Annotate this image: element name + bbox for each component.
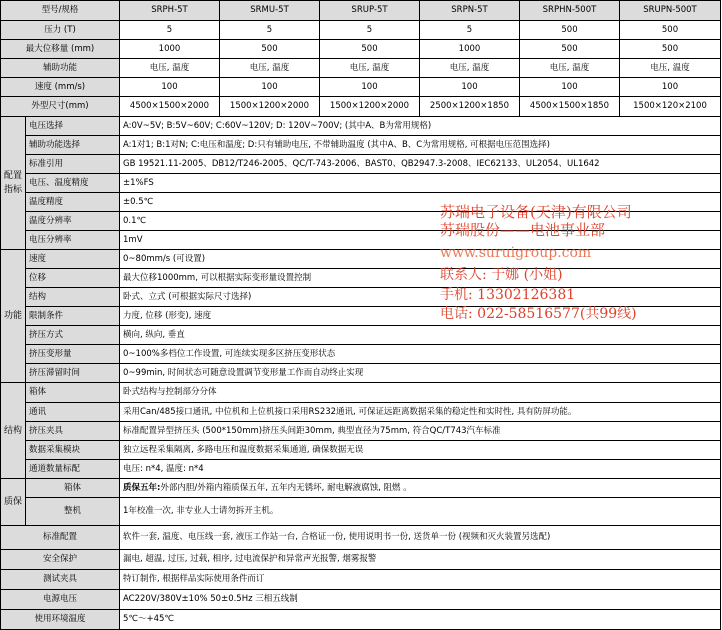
spec-cell: 500: [220, 40, 320, 59]
warranty-label: 箱体: [26, 479, 120, 498]
function-label: 限制条件: [26, 307, 120, 326]
spec-cell: 电压, 温度: [120, 59, 220, 78]
warranty-row: [1, 479, 721, 498]
spec-label: 辅助功能: [1, 59, 120, 78]
spec-label: 最大位移量 (mm): [1, 40, 120, 59]
header-col: SRPH-5T: [120, 1, 220, 21]
spec-cell: 1500×1200×2000: [320, 97, 420, 117]
config-label: 辅助功能选择: [26, 136, 120, 155]
spec-cell: 5: [220, 21, 320, 40]
spec-cell: 1500×1200×2000: [220, 97, 320, 117]
spec-cell: 5: [120, 21, 220, 40]
config-row: [1, 117, 721, 136]
warranty-bold: 质保五年:: [123, 482, 161, 493]
function-value: 0~80mm/s (可设置): [120, 250, 721, 269]
header-col: SRPN-5T: [420, 1, 520, 21]
structure-value: 独立远程采集隔离, 多路电压和温度数据采集通道, 确保数据无误: [120, 441, 721, 460]
config-row: [1, 174, 721, 193]
config-label: 电压、温度精度: [26, 174, 120, 193]
config-label: 电压分辨率: [26, 231, 120, 250]
structure-label: 通道数量标配: [26, 460, 120, 479]
header-col: SRPHN-500T: [520, 1, 620, 21]
header-col: SRUPN-500T: [620, 1, 721, 21]
config-group-label: 配置指标: [1, 117, 26, 250]
function-row: [1, 326, 721, 345]
function-label: 挤压方式: [26, 326, 120, 345]
division-overlay: 苏瑞股份——电池事业部: [440, 221, 606, 239]
warranty-group-label: 质保: [1, 479, 26, 526]
function-value: 横向, 纵向, 垂直: [120, 326, 721, 345]
function-row: [1, 364, 721, 383]
config-row: [1, 136, 721, 155]
other-label: 电源电压: [1, 590, 120, 610]
spec-cell: 2500×1200×1850: [420, 97, 520, 117]
spec-cell: 500: [620, 21, 721, 40]
config-label: 电压选择: [26, 117, 120, 136]
spec-cell: 1000: [120, 40, 220, 59]
function-row: [1, 345, 721, 364]
structure-value: 标准配置异型挤压头 (500*150mm)挤压头间距30mm, 典型直径为75mm, 符合QC/T743汽车标准: [120, 422, 721, 441]
config-label: 温度分辨率: [26, 212, 120, 231]
config-value: A:1对1; B:1对N; C:电压和温度; D:只有辅助电压, 不带辅助温度 (其中A、B、C为常用规格, 可根据电压范围选择): [120, 136, 721, 155]
function-value: 0~99min, 时间状态可随意设置调节变形量工作而自动终止实现: [120, 364, 721, 383]
config-label: 温度精度: [26, 193, 120, 212]
other-row: [1, 610, 721, 630]
spec-cell: 100: [120, 78, 220, 97]
other-label: 测试夹具: [1, 570, 120, 590]
spec-cell: 500: [320, 40, 420, 59]
structure-label: 箱体: [26, 383, 120, 403]
spec-cell: 电压, 温度: [520, 59, 620, 78]
structure-value: 电压: n*4, 温度: n*4: [120, 460, 721, 479]
config-label: 标准引用: [26, 155, 120, 174]
other-row: [1, 590, 721, 610]
spec-row: [1, 21, 721, 40]
warranty-label: 整机: [26, 498, 120, 526]
structure-group-label: 结构: [1, 383, 26, 479]
spec-cell: 100: [320, 78, 420, 97]
spec-cell: 电压, 温度: [420, 59, 520, 78]
header-col: SRUP-5T: [320, 1, 420, 21]
other-row: [1, 550, 721, 570]
function-row: [1, 269, 721, 288]
structure-value: 卧式结构与控制部分分体: [120, 383, 721, 403]
company-name-overlay: 苏瑞电子设备(天津)有限公司: [440, 203, 632, 221]
config-row: [1, 231, 721, 250]
function-label: 速度: [26, 250, 120, 269]
spec-cell: 500: [520, 21, 620, 40]
config-value: ±0.5℃: [120, 193, 721, 212]
spec-cell: 5: [420, 21, 520, 40]
spec-row: [1, 59, 721, 78]
spec-cell: 500: [620, 40, 721, 59]
structure-row: [1, 422, 721, 441]
phone-overlay: 电话: 022-58516577(共99线): [440, 306, 637, 322]
other-label: 标准配置: [1, 526, 120, 550]
spec-cell: 4500×1500×2000: [120, 97, 220, 117]
other-value: 漏电, 超温, 过压, 过载, 相序, 过电流保护和异常声光报警, 烟雾报警: [120, 550, 721, 570]
structure-row: [1, 383, 721, 403]
warranty-text: 外部内胆/外箱内箱质保五年, 五年内无锈坏, 耐电解液腐蚀, 阻燃 。: [160, 482, 412, 493]
spec-cell: 电压, 温度: [320, 59, 420, 78]
function-label: 结构: [26, 288, 120, 307]
spec-cell: 100: [420, 78, 520, 97]
other-value: AC220V/380V±10% 50±0.5Hz 三相五线制: [120, 590, 721, 610]
spec-cell: 电压, 温度: [620, 59, 721, 78]
spec-cell: 电压, 温度: [220, 59, 320, 78]
function-label: 挤压滞留时间: [26, 364, 120, 383]
other-value: 特订制作, 根据样品实际使用条件而订: [120, 570, 721, 590]
structure-value: 采用Can/485接口通讯, 中位机和上位机接口采用RS232通讯, 可保证远距离数据采集的稳定性和实时性, 具有防屏功能。: [120, 403, 721, 422]
other-row: [1, 570, 721, 590]
spec-cell: 100: [620, 78, 721, 97]
spec-label: 外型尺寸(mm): [1, 97, 120, 117]
structure-label: 挤压夹具: [26, 422, 120, 441]
function-value: 力度, 位移 (形变), 速度: [120, 307, 721, 326]
spec-cell: 100: [220, 78, 320, 97]
spec-cell: 500: [520, 40, 620, 59]
function-value: 最大位移1000mm, 可以根据实际变形量设置控制: [120, 269, 721, 288]
other-row: [1, 526, 721, 550]
other-value: 软件一套, 温度、电压线一套, 液压工作站一台, 合格证一份, 使用说明书一份, 送货单一份 (视频和灭火装置另选配): [120, 526, 721, 550]
contact-overlay: 联系人: 于娜 (小姐): [440, 267, 563, 283]
spec-label: 速度 (mm/s): [1, 78, 120, 97]
function-row: [1, 250, 721, 269]
spec-cell: 5: [320, 21, 420, 40]
function-label: 位移: [26, 269, 120, 288]
spec-row: [1, 78, 721, 97]
spec-cell: 1000: [420, 40, 520, 59]
config-value: A:0V~5V; B:5V~60V; C:60V~120V; D: 120V~700V; (其中A、B为常用规格): [120, 117, 721, 136]
structure-row: [1, 403, 721, 422]
header-col: SRMU-5T: [220, 1, 320, 21]
other-value: 5℃～+45℃: [120, 610, 721, 630]
function-label: 挤压变形量: [26, 345, 120, 364]
config-value: 1mV: [120, 231, 721, 250]
function-value: 0~100%多档位工作设置, 可连续实现多区挤压变形状态: [120, 345, 721, 364]
function-value: 卧式、立式 (可根据实际尺寸选择): [120, 288, 721, 307]
config-value: ±1%FS: [120, 174, 721, 193]
config-row: [1, 155, 721, 174]
warranty-value: 1年校准一次, 非专业人士请勿拆开主机。: [120, 498, 721, 526]
structure-row: [1, 441, 721, 460]
spec-cell: 100: [520, 78, 620, 97]
spec-row: [1, 97, 721, 117]
config-value: 0.1℃: [120, 212, 721, 231]
other-label: 使用环境温度: [1, 610, 120, 630]
structure-row: [1, 460, 721, 479]
warranty-row: [1, 498, 721, 526]
header-row: [1, 1, 721, 21]
structure-label: 数据采集模块: [26, 441, 120, 460]
function-group-label: 功能: [1, 250, 26, 383]
structure-label: 通讯: [26, 403, 120, 422]
header-model: 型号/规格: [1, 1, 120, 21]
spec-row: [1, 40, 721, 59]
warranty-value: [120, 479, 721, 498]
website-overlay: www.suruigroup.com: [440, 245, 592, 261]
other-label: 安全保护: [1, 550, 120, 570]
mobile-overlay: 手机: 13302126381: [440, 287, 576, 303]
spec-cell: 1500×120×2100: [620, 97, 721, 117]
config-value: GB 19521.11-2005、DB12/T246-2005、QC/T-743-2006、BAST0、QB2947.3-2008、IEC62133、UL2054、UL1642: [120, 155, 721, 174]
spec-label: 压力 (T): [1, 21, 120, 40]
spec-cell: 4500×1500×1850: [520, 97, 620, 117]
